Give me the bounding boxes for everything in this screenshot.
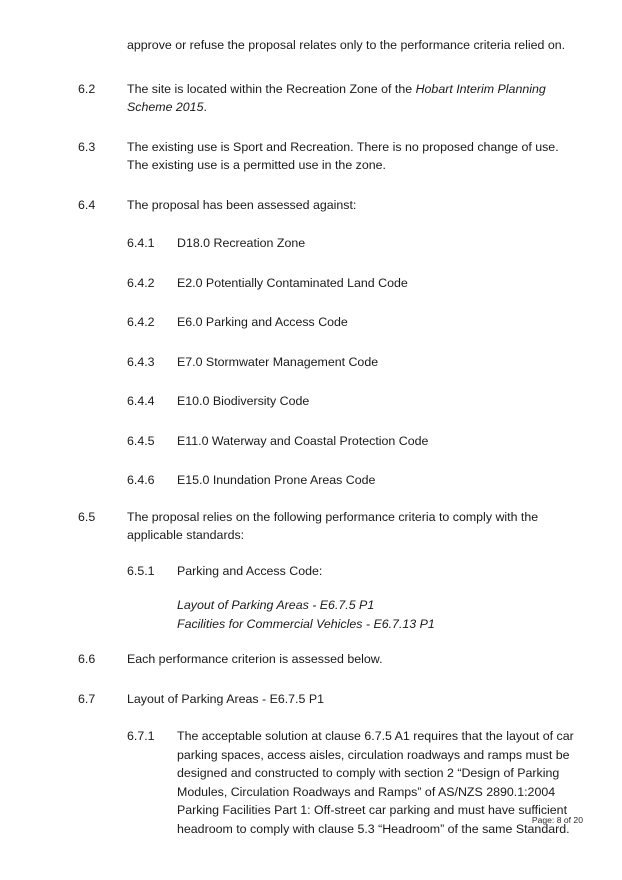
clause-6-2 xyxy=(78,80,583,117)
performance-criterion-2: Facilities for Commercial Vehicles - E6.7.13 P1 xyxy=(177,616,435,631)
list-item xyxy=(127,392,583,411)
clause-6-6-text: Each performance criterion is assessed below. xyxy=(127,652,383,666)
clause-6-5-1-heading: Parking and Access Code: xyxy=(177,563,323,578)
clause-6-7-number: 6.7 xyxy=(78,691,96,706)
clause-6-4-2a-number: 6.4.2 xyxy=(127,275,155,290)
clause-6-4-6-number: 6.4.6 xyxy=(127,473,155,487)
clause-6-4-text: The proposal has been assessed against: xyxy=(127,197,357,212)
clause-6-2-scheme-title: Hobart Interim Planning Scheme 2015 xyxy=(127,81,546,114)
clause-6-6-number: 6.6 xyxy=(78,652,96,666)
performance-criterion-1: Layout of Parking Areas - E6.7.5 P1 xyxy=(177,598,375,612)
list-item xyxy=(127,313,583,332)
clause-6-4-4-number: 6.4.4 xyxy=(127,394,155,408)
clause-6-5-number: 6.5 xyxy=(78,509,96,524)
clause-6-4-5-number: 6.4.5 xyxy=(127,433,155,448)
document-body xyxy=(78,36,583,859)
clause-6-4-3-number: 6.4.3 xyxy=(127,354,155,369)
clause-6-5 xyxy=(78,508,583,545)
clause-6-4-number: 6.4 xyxy=(78,197,96,212)
clause-6-7-1-text: The acceptable solution at clause 6.7.5 A1 requires that the layout of car parking spaces, access aisles, circulation roadways and ramps must be designed and constructed to comply with section 2 “Design of Parking Modules, Circulation Roadways and Ramps” of AS/NZS 2890.1:2004 Parking Facilities Part 1: Off-street car parking and must have sufficient headroom to comply with clause 5.3 “Headroom” of the same Standard. xyxy=(177,729,574,836)
clause-6-4-6-text: E15.0 Inundation Prone Areas Code xyxy=(177,473,376,487)
clause-6-4-2b-text: E6.0 Parking and Access Code xyxy=(177,315,348,329)
clause-6-4-1-text: D18.0 Recreation Zone xyxy=(177,236,306,250)
clause-6-4-1-number: 6.4.1 xyxy=(127,236,155,250)
clause-6-2-number: 6.2 xyxy=(78,81,96,96)
list-item xyxy=(127,471,583,490)
clause-6-4-2a-text: E2.0 Potentially Contaminated Land Code xyxy=(177,275,408,290)
list-item xyxy=(127,353,583,372)
list-item xyxy=(127,432,583,451)
clause-6-6 xyxy=(78,650,583,669)
clause-6-5-1 xyxy=(127,562,583,581)
clause-6-2-text xyxy=(127,80,583,117)
clause-6-7-1-number: 6.7.1 xyxy=(127,729,155,743)
clause-6-5-text: The proposal relies on the following performance criteria to comply with the applicable standards: xyxy=(127,509,539,542)
clause-6-7 xyxy=(78,690,583,709)
list-item xyxy=(127,274,583,293)
clause-6-3-text: The existing use is Sport and Recreation. There is no proposed change of use. The existing use is a permitted use in the zone. xyxy=(127,139,559,172)
clause-6-4-5-text: E11.0 Waterway and Coastal Protection Code xyxy=(177,433,429,448)
list-item xyxy=(127,234,583,253)
clause-6-4 xyxy=(78,196,583,215)
clause-6-2-text-after: . xyxy=(203,100,207,114)
clause-6-2-text-before: The site is located within the Recreation Zone of the xyxy=(127,81,416,96)
page-footer: Page: 8 of 20 xyxy=(531,815,583,825)
clause-6-3 xyxy=(78,138,583,175)
clause-6-5-1-number: 6.5.1 xyxy=(127,563,155,578)
clause-6-3-number: 6.3 xyxy=(78,139,96,154)
intro-paragraph xyxy=(78,36,583,55)
intro-text: approve or refuse the proposal relates only to the performance criteria relied on. xyxy=(127,38,566,52)
clause-6-4-3-text: E7.0 Stormwater Management Code xyxy=(177,354,379,369)
clause-6-4-4-text: E10.0 Biodiversity Code xyxy=(177,394,310,408)
clause-6-4-2b-number: 6.4.2 xyxy=(127,315,155,329)
performance-criteria-list xyxy=(177,596,583,633)
clause-6-7-text: Layout of Parking Areas - E6.7.5 P1 xyxy=(127,691,324,706)
